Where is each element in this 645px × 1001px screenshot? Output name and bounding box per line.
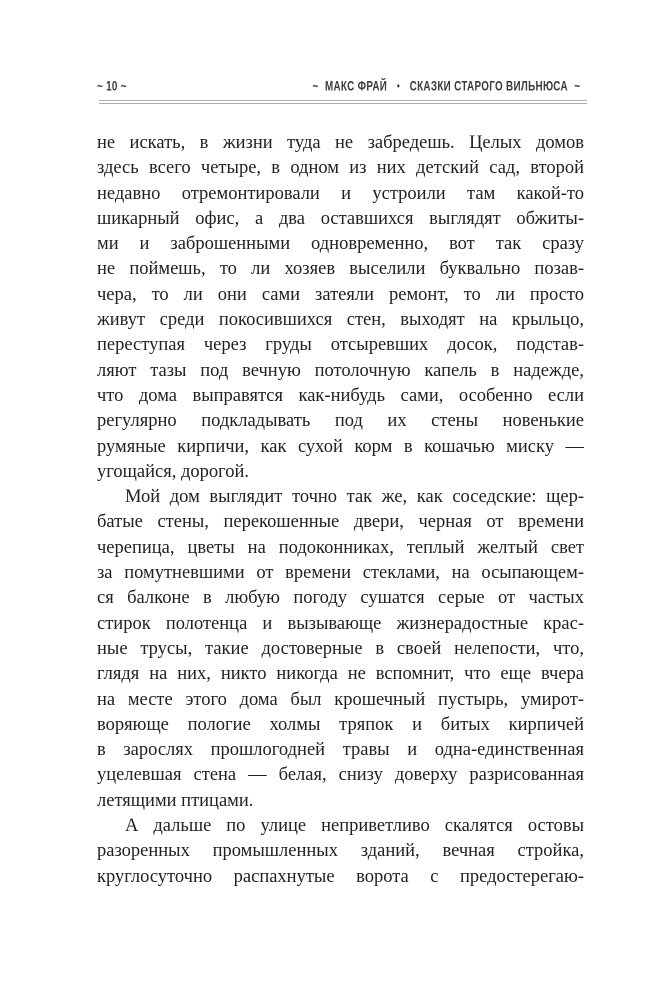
tilde-ornament: ~	[574, 78, 581, 94]
text-line: глядя на них, никто никогда не вспомнит, что еще вчера	[97, 664, 584, 685]
text-line: Мой дом выглядит точно так же, как соседские: щер-	[125, 487, 584, 508]
text-line: воряюще пологие холмы тряпок и битых кирпичей	[97, 714, 584, 735]
text-line: не поймешь, то ли хозяев выселили буквально позав-	[97, 259, 584, 280]
text-line: А дальше по улице неприветливо скалятся остовы	[125, 816, 584, 837]
text-line: угощайся, дорогой.	[97, 461, 250, 482]
text-line: румяные кирпичи, как сухой корм в кошачью миску —	[97, 436, 584, 457]
text-line: ные трусы, такие достоверные в своей нелепости, что,	[97, 638, 584, 659]
tilde-ornament: ~	[312, 78, 319, 94]
book-title: СКАЗКИ СТАРОГО ВИЛЬНЮСА	[410, 78, 569, 94]
header-rule	[99, 100, 587, 104]
text-line: недавно отремонтировали и устроили там какой-то	[97, 183, 584, 204]
page-text-block	[97, 131, 584, 890]
author-name: МАКС ФРАЙ	[325, 78, 388, 94]
running-header	[97, 78, 584, 94]
text-line: уцелевшая стена — белая, снизу доверху разрисованная	[97, 765, 584, 786]
text-line: ляют тазы под вечную потолочную капель в надежде,	[97, 360, 584, 381]
text-line: ся балконе в любую погоду сушатся серые от частых	[97, 588, 584, 609]
text-line: на месте этого дома был крошечный пустырь, умирот-	[97, 689, 584, 710]
text-line: разоренных промышленных зданий, вечная стройка,	[97, 841, 584, 862]
text-line: чера, то ли они сами затеяли ремонт, то ли просто	[97, 284, 584, 305]
text-line: круглосуточно распахнутые ворота с предостерегаю-	[97, 866, 584, 887]
text-line: живут среди покосившихся стен, выходят на крыльцо,	[97, 310, 584, 331]
text-line: регулярно подкладывать под их стены новенькие	[97, 411, 584, 432]
text-line: в зарослях прошлогодней травы и одна-единственная	[97, 740, 584, 761]
running-title	[310, 78, 584, 94]
text-line: шикарный офис, а два оставшихся выглядят обжиты-	[97, 208, 584, 229]
text-line: черепица, цветы на подоконниках, теплый желтый свет	[97, 537, 584, 558]
bullet-separator: •	[397, 80, 401, 93]
page-number: ~ 10 ~	[97, 78, 127, 94]
text-line: здесь всего четыре, в одном из них детский сад, второй	[97, 158, 584, 179]
text-line: переступая через груды отсыревших досок, подстав-	[97, 335, 584, 356]
text-line: ми и заброшенными одновременно, вот так сразу	[97, 234, 584, 255]
text-line: батые стены, перекошенные двери, черная от времени	[97, 512, 584, 533]
text-line: что дома выправятся как-нибудь сами, особенно если	[97, 385, 584, 406]
text-line: за помутневшими от времени стеклами, на осыпающем-	[97, 563, 584, 584]
text-line: не искать, в жизни туда не забредешь. Целых домов	[97, 133, 584, 153]
text-line: стирок полотенца и вызывающе жизнерадостные крас-	[97, 613, 584, 634]
text-line: летящими птицами.	[97, 790, 254, 811]
